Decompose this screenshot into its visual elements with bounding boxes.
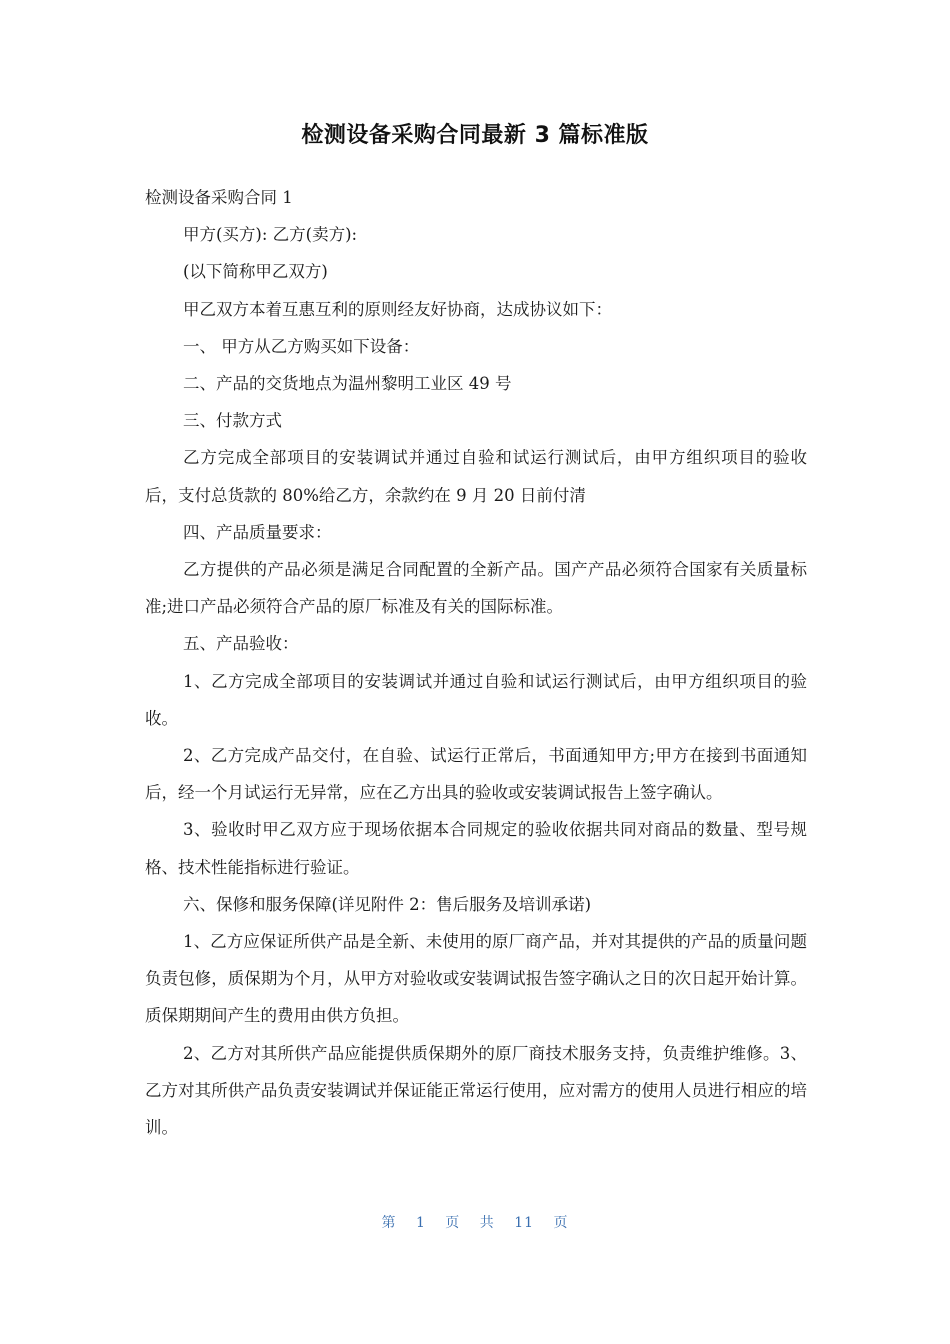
- paragraph: 一、 甲方从乙方购买如下设备：: [183, 336, 420, 356]
- paragraph: 五、产品验收：: [183, 634, 299, 654]
- paragraph: 1、乙方应保证所供产品是全新、未使用的原厂商产品，并对其提供的产品的质量问题负责包修，质保期为个月，从甲方对验收或安装调试报告签字确认之日的次日起开始计算。质保期期间产生的费用由供方负担。: [145, 932, 807, 1026]
- paragraph: 乙方完成全部项目的安装调试并通过自验和试运行测试后，由甲方组织项目的验收后，支付总货款的 80%给乙方，余款约在 9 月 20 日前付清: [145, 448, 807, 505]
- paragraph: 2、乙方完成产品交付，在自验、试运行正常后，书面通知甲方;甲方在接到书面通知后，经一个月试运行无异常，应在乙方出具的验收或安装调试报告上签字确认。: [145, 746, 807, 803]
- document-body: [145, 179, 807, 1146]
- paragraph: 3、验收时甲乙双方应于现场依据本合同规定的验收依据共同对商品的数量、型号规格、技术性能指标进行验证。: [145, 820, 807, 877]
- paragraph: 四、产品质量要求：: [183, 522, 332, 542]
- paragraph: 甲乙双方本着互惠互利的原则经友好协商，达成协议如下：: [183, 299, 612, 319]
- paragraph: 三、付款方式: [183, 411, 282, 431]
- document-title: 检测设备采购合同最新 3 篇标准版: [301, 123, 649, 148]
- paragraph: 六、保修和服务保障(详见附件 2：售后服务及培训承诺): [183, 894, 592, 914]
- paragraph: 甲方(买方): 乙方(卖方):: [183, 225, 358, 245]
- paragraph: 1、乙方完成全部项目的安装调试并通过自验和试运行测试后，由甲方组织项目的验收。: [145, 671, 807, 728]
- paragraph: (以下简称甲乙双方): [183, 262, 328, 282]
- paragraph: 检测设备采购合同 1: [145, 188, 293, 207]
- paragraph: 2、乙方对其所供产品应能提供质保期外的原厂商技术服务支持，负责维护维修。3、乙方对其所供产品负责安装调试并保证能正常运行使用，应对需方的使用人员进行相应的培训。: [145, 1043, 807, 1138]
- paragraph: 乙方提供的产品必须是满足合同配置的全新产品。国产产品必须符合国家有关质量标准;进口产品必须符合产品的原厂标准及有关的国际标准。: [145, 560, 807, 617]
- paragraph: 二、产品的交货地点为温州黎明工业区 49 号: [183, 374, 512, 394]
- page-number-footer: 第 1 页 共 11 页: [381, 1215, 569, 1231]
